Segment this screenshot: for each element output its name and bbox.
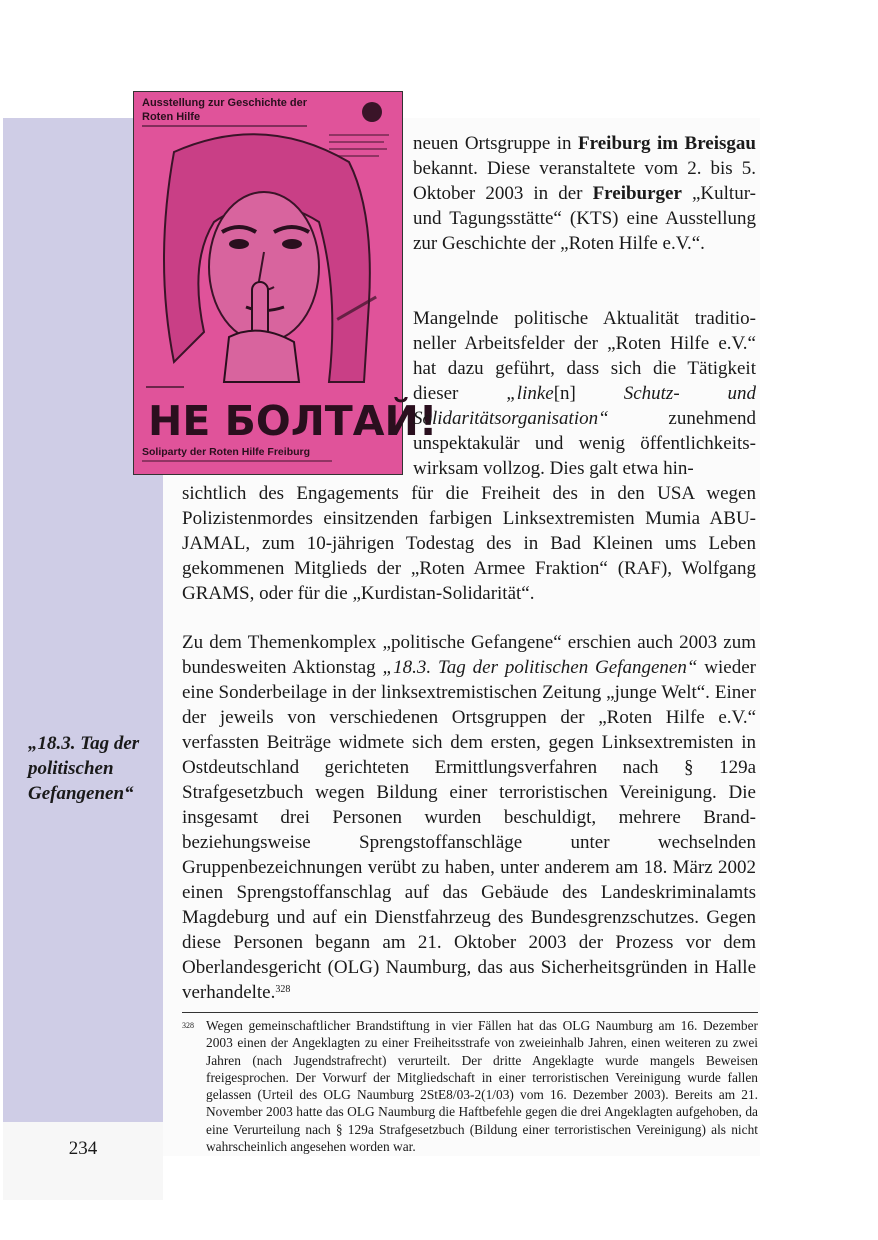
text-run: Zu dem Themenkomplex „politische Gefangene“ erschien auch 2003 zum bundesweiten Aktionstag: [182, 632, 756, 678]
bold-place-name: Freiburg im Breisgau: [578, 133, 756, 154]
footnote-divider: [182, 1012, 758, 1013]
paragraph-2: [413, 306, 756, 481]
page-number: 234: [68, 1138, 98, 1159]
poster-image: [133, 91, 438, 475]
poster-footer: Soliparty der Roten Hilfe Freiburg: [142, 446, 311, 458]
text-run: Mangelnde politische Aktualität traditioneller Arbeitsfelder der „Roten Hilfe e.V.“ hat dazu geführt, dass sich die Tätigkeit dieser: [413, 308, 756, 404]
text-run: „Kultur- und Tagungsstätte“ (KTS) eine Ausstellung zur Geschichte der „Roten Hilfe e.V.“.: [413, 183, 756, 254]
poster-header-line2: Roten Hilfe: [142, 111, 201, 123]
text-run: sichtlich des Engagements für die Freiheit des in den USA wegen Polizistenmordes einsitzenden farbigen Linksextremisten Mumia ABU-JAMAL, zum 10-jährigen Todestag des in Bad Kleinen ums Leben gekommenen Mitglieds der „Roten Armee Fraktion“ (RAF), Wolfgang GRAMS, oder für die „Kurdistan-Solidarität“.: [182, 483, 756, 604]
margin-note: „18.3. Tag der politischen Gefangenen“: [28, 733, 140, 804]
paragraph-1: [413, 131, 756, 256]
footnote: [182, 1017, 758, 1155]
page-footer-band: [3, 1122, 163, 1200]
text-run: [n]: [553, 383, 624, 404]
footnote-text: Wegen gemeinschaftlicher Brandstiftung in vier Fällen hat das OLG Naumburg am 16. Dezember 2003 einen der Angeklagten zu einer Freiheitsstrafe von zweieinhalb Jahren, einen weiteren zu zwei Jahren (nach Jugendstrafrecht) verurteilt. Der dritte Angeklagte wurde mangels Beweisen freigesprochen. Der Vorwurf der Mitgliedschaft in einer terroristischen Vereinigung wurde fallen gelassen (Urteil des OLG Naumburg 2StE8/03-2(1/03) vom 16. Dezember 2003). Bereits am 21. November 2003 hatte das OLG Naumburg die Haftbefehle gegen die drei Angeklagten aufgehoben, da eine Verurteilung nach § 129a Strafgesetzbuch (Bildung einer terroristischen Vereinigung) als nicht wahrscheinlich angesehen worden war.: [206, 1018, 758, 1155]
text-run: wieder eine Sonderbeilage in der linksextremistischen Zeitung „junge Welt“. Einer der jeweils von verschiedenen Ortsgruppen der „Roten Hilfe e.V.“ verfassten Beiträge widmete sich dem ersten, gegen Linksextremisten in Ostdeutschland gerichteten Ermittlungsverfahren nach § 129a Strafgesetzbuch wegen Bildung einer terroristischen Vereinigung. Die insgesamt drei Personen wurden beschuldigt, mehrere Brand- beziehungsweise Sprengstoffanschläge unter wechselnden Gruppenbezeichnungen verübt zu haben, unter anderem am 18. März 2002 einen Sprengstoffanschlag auf das Gebäude des Landeskriminalamts Magdeburg und auf ein Dienstfahrzeug des Bundesgrenzschutzes. Gegen diese Personen begann am 21. Oktober 2003 der Prozess vor dem Oberlandesgericht (OLG) Naumburg, das aus Sicherheitsgründen in Halle verhandelte.: [182, 657, 756, 1003]
poster-header-line1: Ausstellung zur Geschichte der: [142, 97, 308, 109]
poster-slogan: НЕ БОЛТАЙ!: [148, 397, 438, 445]
poster-illustration: [134, 92, 438, 474]
italic-quote: „linke: [506, 383, 554, 404]
paragraph-3: [182, 630, 756, 1005]
paragraph-2-continued: [182, 481, 756, 606]
footnote-marker: 328: [182, 1021, 194, 1030]
italic-quote: Schutz- und Solidaritätsorganisation“: [413, 383, 756, 429]
text-run: bekannt. Diese veranstaltete vom 2. bis 5. Oktober 2003 in der: [413, 158, 756, 204]
text-run: zunehmend unspektakulär und wenig öffentlichkeitswirksam vollzog. Dies galt etwa hin-: [413, 408, 756, 479]
bold-place-name: Freiburger: [592, 183, 682, 204]
italic-quote: „18.3. Tag der politischen Gefangenen“: [382, 657, 698, 678]
text-run: neuen Ortsgruppe in: [413, 133, 579, 154]
footnote-reference[interactable]: 328: [275, 984, 291, 995]
